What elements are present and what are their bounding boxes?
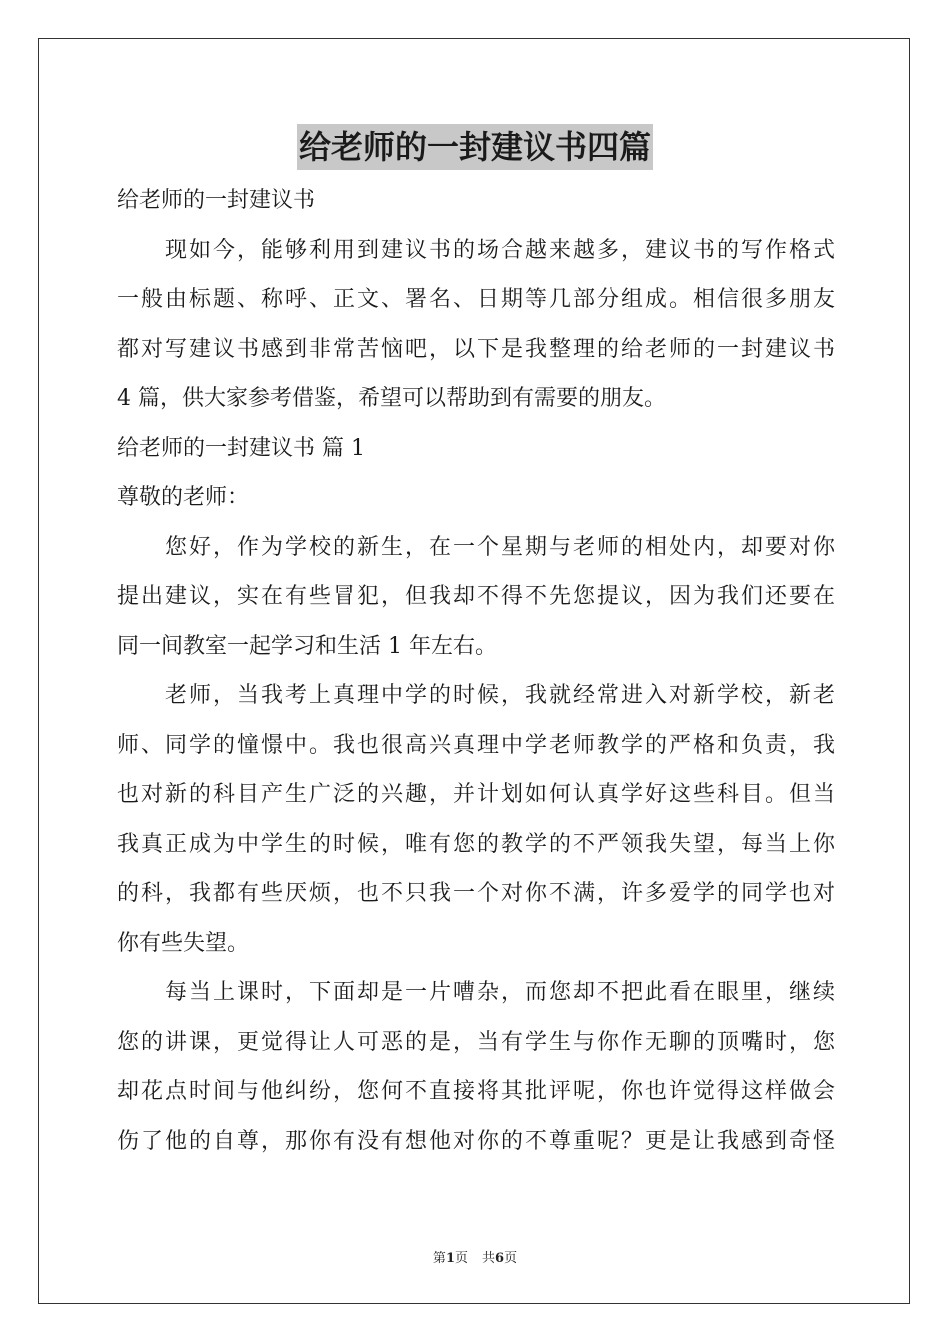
document-body <box>117 176 835 1166</box>
page-footer <box>0 1247 950 1266</box>
title-container <box>0 124 950 170</box>
page-suffix: 页 <box>454 1251 468 1266</box>
paragraph-line: 提出建议，实在有些冒犯，但我却不得不先您提议，因为我们还要在 <box>117 584 835 609</box>
paragraph-line: 4 篇，供大家参考借鉴，希望可以帮助到有需要的朋友。 <box>117 386 666 411</box>
paragraph-line: 老师，当我考上真理中学的时候，我就经常进入对新学校，新老 <box>165 683 835 708</box>
page-prefix: 第 <box>432 1251 446 1266</box>
paragraph-line: 同一间教室一起学习和生活 1 年左右。 <box>117 633 497 659</box>
paragraph-line: 却花点时间与他纠纷，您何不直接将其批评呢，你也许觉得这样做会 <box>117 1079 835 1104</box>
paragraph-line: 伤了他的自尊，那你有没有想他对你的不尊重呢？更是让我感到奇怪 <box>117 1128 835 1154</box>
paragraph-line: 您好，作为学校的新生，在一个星期与老师的相处内，却要对你 <box>165 534 835 560</box>
total-suffix: 页 <box>504 1251 518 1266</box>
paragraph-line: 现如今，能够利用到建议书的场合越来越多，建议书的写作格式 <box>165 237 835 263</box>
paragraph-line: 师、同学的憧憬中。我也很高兴真理中学老师教学的严格和负责，我 <box>117 732 835 758</box>
paragraph-line: 每当上课时，下面却是一片嘈杂，而您却不把此看在眼里，继续 <box>165 980 835 1005</box>
salutation: 尊敬的老师： <box>117 485 250 510</box>
paragraph-line: 您的讲课，更觉得让人可恶的是，当有学生与你作无聊的顶嘴时，您 <box>117 1029 835 1055</box>
total-prefix: 共 <box>482 1251 496 1266</box>
paragraph-line: 我真正成为中学生的时候，唯有您的教学的不严领我失望，每当上你 <box>117 831 835 857</box>
current-page-number: 1 <box>445 1251 455 1266</box>
paragraph-line: 都对写建议书感到非常苦恼吧，以下是我整理的给老师的一封建议书 <box>117 336 835 362</box>
paragraph-line: 也对新的科目产生广泛的兴趣，并计划如何认真学好这些科目。但当 <box>117 782 835 807</box>
section-heading: 给老师的一封建议书 <box>117 188 316 213</box>
total-page-count: 6 <box>495 1251 505 1266</box>
paragraph-line: 你有些失望。 <box>117 930 250 956</box>
section-heading: 给老师的一封建议书 篇 1 <box>117 435 365 461</box>
paragraph-line: 一般由标题、称呼、正文、署名、日期等几部分组成。相信很多朋友 <box>117 287 835 312</box>
document-title: 给老师的一封建议书四篇 <box>297 124 653 170</box>
paragraph-line: 的科，我都有些厌烦，也不只我一个对你不满，许多爱学的同学也对 <box>117 881 835 906</box>
